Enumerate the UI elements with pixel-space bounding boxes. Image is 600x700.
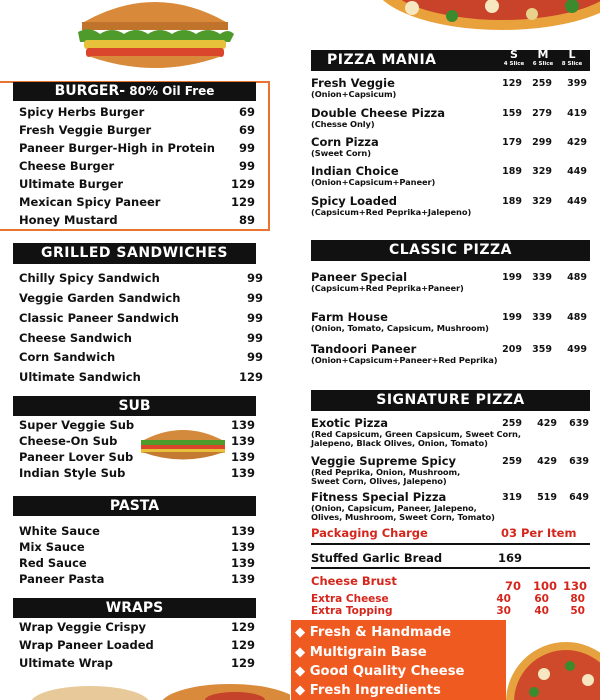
sub-sandwich-image [138,425,228,463]
feature-item: ◆ Good Quality Cheese [295,664,465,679]
divider [311,543,590,545]
garlic-bread-price: 169 [498,551,523,565]
features-banner [291,620,506,700]
garlic-bread-label: Stuffed Garlic Bread [311,551,443,565]
size-l: L 8 Slice [561,48,583,67]
pizza-item: Farm House (Onion, Tomato, Capsicum, Mushroom) 199 339 489 [311,310,587,333]
diamond-icon: ◆ [295,645,310,660]
burger-title: BURGER- [54,83,126,99]
wraps-header: WRAPS [13,598,256,618]
pizza-item: Corn Pizza (Sweet Corn) 179 299 429 [311,135,587,158]
sub-header: SUB [13,396,256,416]
pizza-item: Paneer Special (Capsicum+Red Peprika+Paneer) 199 339 489 [311,270,587,293]
pizza-item: Indian Choice (Onion+Capsicum+Paneer) 189 329 449 [311,164,587,187]
diamond-icon: ◆ [295,625,310,640]
diamond-icon: ◆ [295,683,310,698]
size-s: S 4 Slice [503,48,525,67]
size-m: M 6 Slice [532,48,554,67]
packaging-value: 03 Per Item [501,526,577,540]
pizza-image-top [372,0,600,34]
pizza-item: Fresh Veggie (Onion+Capsicum) 129 259 399 [311,76,587,99]
pizza-item: Spicy Loaded (Capsicum+Red Peprika+Jalepeno) 189 329 449 [311,194,587,217]
pizza-item: Tandoori Paneer (Onion+Capsicum+Paneer+Red Peprika) 209 359 499 [311,342,587,365]
burger-subtitle: 80% Oil Free [125,84,215,98]
pizza-mania-title: PIZZA MANIA [327,52,437,68]
wrap-image-bottom [30,676,290,700]
classic-pizza-header: CLASSIC PIZZA [311,240,590,261]
sandwiches-header: GRILLED SANDWICHES [13,243,256,264]
pizza-item: Double Cheese Pizza (Chesse Only) 159 279 419 [311,106,587,129]
pizza-item: Exotic Pizza (Red Capsicum, Green Capsicum, Sweet Corn, Jalepeno, Black Olives, Onion, Tomato) 259 429 639 [311,416,589,448]
burger-header [13,82,256,101]
burger-image [70,0,240,72]
pizza-item: Fitness Special Pizza (Onion, Capsicum, Paneer, Jalepeno, Olives, Mushroom, Sweet Corn, Tomato) 319 519 649 [311,490,589,522]
feature-item: ◆ Fresh & Handmade [295,625,452,640]
packaging-label: Packaging Charge [311,526,428,540]
pizza-mania-header [311,50,590,71]
signature-pizza-header: SIGNATURE PIZZA [311,390,590,411]
feature-item: ◆ Fresh Ingredients [295,683,441,698]
pasta-header: PASTA [13,496,256,516]
divider [311,567,590,569]
feature-item: ◆ Multigrain Base [295,645,427,660]
pizza-item: Veggie Supreme Spicy (Red Peprika, Onion, Mushroom, Sweet Corn, Olives, Jalepeno) 259 429 639 [311,454,589,486]
pizza-image-bottom [504,640,600,700]
diamond-icon: ◆ [295,664,310,679]
